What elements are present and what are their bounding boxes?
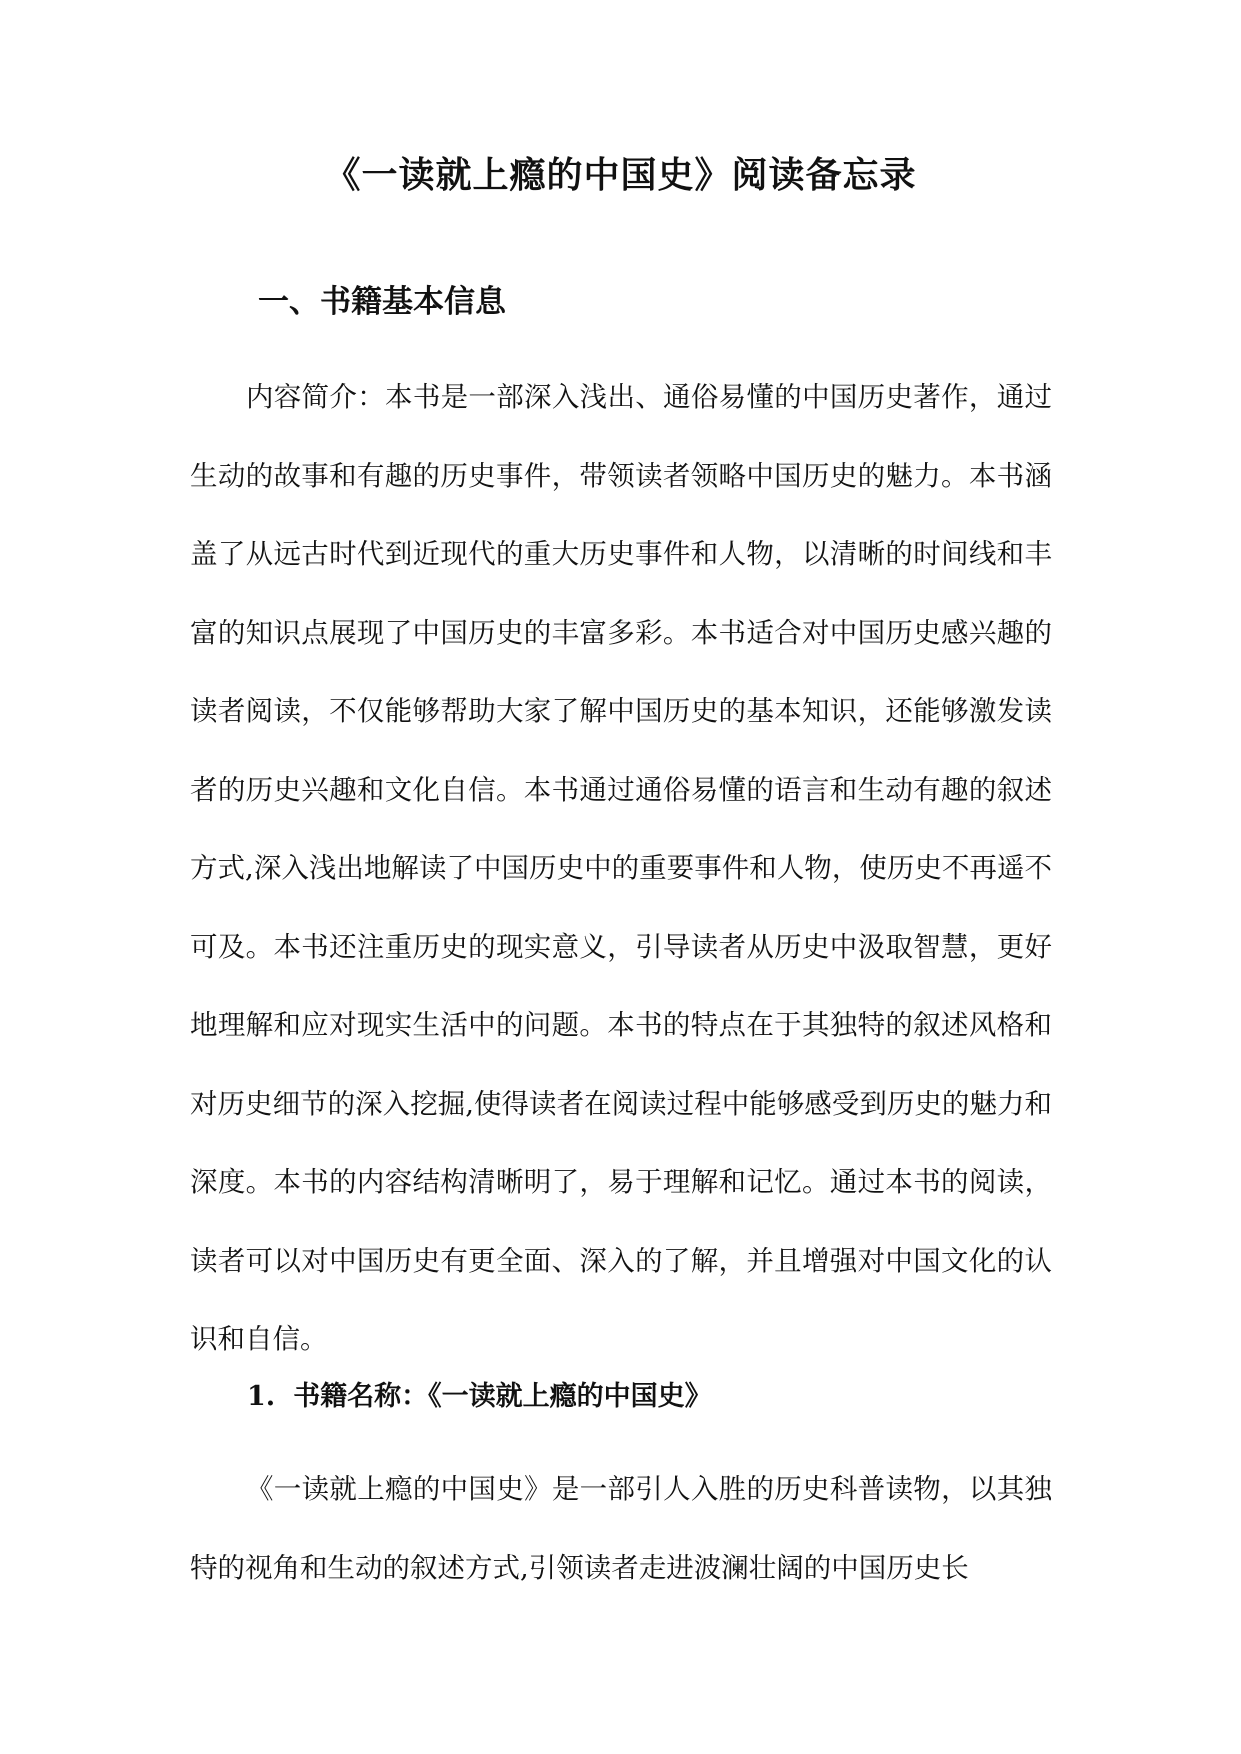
intro-paragraph: 内容简介：本书是一部深入浅出、通俗易懂的中国历史著作，通过生动的故事和有趣的历史事件，带领读者领略中国历史的魅力。本书涵盖了从远古时代到近现代的重大历史事件和人物，以清晰的时间线和丰富的知识点展现了中国历史的丰富多彩。本书适合对中国历史感兴趣的读者阅读，不仅能够帮助大家了解中国历史的基本知识，还能够激发读者的历史兴趣和文化自信。本书通过通俗易懂的语言和生动有趣的叙述方式,深入浅出地解读了中国历史中的重要事件和人物，使历史不再遥不可及。本书还注重历史的现实意义，引导读者从历史中汲取智慧，更好地理解和应对现实生活中的问题。本书的特点在于其独特的叙述风格和对历史细节的深入挖掘,使得读者在阅读过程中能够感受到历史的魅力和深度。本书的内容结构清晰明了，易于理解和记忆。通过本书的阅读，读者可以对中国历史有更全面、深入的了解，并且增强对中国文化的认识和自信。 <box>190 381 1052 1355</box>
section-heading: 一、书籍基本信息 <box>258 284 506 320</box>
sub-heading-number: 1. <box>247 1381 276 1412</box>
document-title: 《一读就上瘾的中国史》阅读备忘录 <box>324 154 917 196</box>
body-paragraph: 《一读就上瘾的中国史》是一部引人入胜的历史科普读物，以其独特的视角和生动的叙述方式,引领读者走进波澜壮阔的中国历史长 <box>190 1473 1052 1584</box>
sub-heading <box>247 1377 712 1417</box>
sub-heading-text: 书籍名称：《一读就上瘾的中国史》 <box>293 1381 712 1412</box>
